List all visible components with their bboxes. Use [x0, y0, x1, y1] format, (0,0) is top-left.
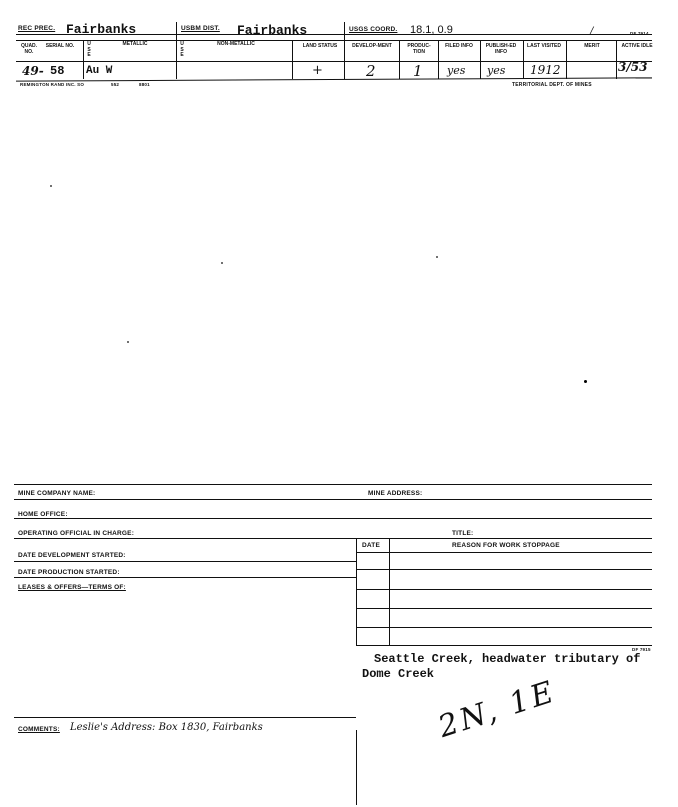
- rule: [14, 561, 356, 562]
- date-col-label: DATE: [362, 542, 381, 549]
- header-rule: [16, 40, 652, 41]
- row-filed-info: yes: [447, 64, 466, 77]
- divider: [344, 22, 345, 40]
- rec-prec-label: REC PREC.: [18, 25, 56, 32]
- table-date-divider: [389, 538, 390, 646]
- col-quad-no: QUAD. NO.: [20, 43, 38, 55]
- date-prod-started-label: DATE PRODUCTION STARTED:: [18, 569, 120, 576]
- table-rule: [356, 589, 652, 590]
- row-land-status: +: [312, 63, 323, 78]
- leases-label: LEASES & OFFERS—TERMS OF:: [18, 584, 126, 591]
- table-rule: [356, 627, 652, 628]
- divider: [616, 40, 617, 79]
- table-rule: [356, 608, 652, 609]
- scan-speck: [436, 256, 438, 258]
- table-rule: [356, 645, 652, 646]
- form-number-bottom: DF 7915: [632, 647, 651, 652]
- mine-address-label: MINE ADDRESS:: [368, 490, 423, 497]
- table-rule: [356, 552, 652, 553]
- card-edge: [14, 484, 652, 485]
- comments-label: COMMENTS:: [18, 726, 60, 733]
- mine-company-name-label: MINE COMPANY NAME:: [18, 490, 96, 497]
- date-dev-started-label: DATE DEVELOPMENT STARTED:: [18, 552, 126, 559]
- row-quad-no: 49-: [22, 64, 44, 78]
- check-mark: /: [590, 26, 594, 37]
- rec-prec-value: Fairbanks: [66, 22, 137, 37]
- operating-official-label: OPERATING OFFICIAL IN CHARGE:: [18, 530, 135, 537]
- scan-speck: [50, 185, 52, 187]
- divider: [344, 40, 345, 79]
- scan-speck: [127, 341, 129, 343]
- col-active-idle: ACTIVE IDLE: [621, 43, 653, 49]
- rule: [14, 577, 356, 578]
- scan-speck: [584, 380, 587, 383]
- printer-note: REMINGTON RAND INC. SO: [20, 82, 85, 87]
- usgs-coord-value: 18.1, 0.9: [410, 24, 453, 36]
- column-rule: [16, 61, 652, 62]
- dept-note: TERRITORIAL DEPT. OF MINES: [512, 82, 592, 88]
- row-published-info: yes: [487, 64, 506, 77]
- rule: [14, 499, 652, 500]
- table-rule: [356, 569, 652, 570]
- rule: [14, 518, 652, 519]
- row-serial-no: 58: [50, 64, 65, 78]
- table-left-border: [356, 538, 357, 646]
- comments-value: Leslie's Address: Box 1830, Fairbanks: [70, 722, 263, 733]
- col-use: U S E: [87, 41, 91, 58]
- title-label: TITLE:: [452, 530, 474, 537]
- printer-code-1: 552: [111, 82, 120, 87]
- col-production: PRODUC-TION: [407, 43, 431, 55]
- col-serial-no: SERIAL NO.: [45, 43, 75, 49]
- col-development: DEVELOP-MENT: [352, 43, 392, 49]
- row-production: 1: [413, 62, 423, 80]
- usgs-coord-label: USGS COORD.: [349, 26, 398, 33]
- divider: [292, 40, 293, 79]
- notes-text: Seattle Creek, headwater tributary of Dome Creek: [362, 652, 641, 681]
- handwritten-location: 2N, 1E: [434, 674, 561, 745]
- col-metallic: METALLIC: [122, 41, 148, 47]
- col-last-visited: LAST VISITED: [527, 43, 561, 49]
- notes-left-border: [356, 730, 357, 805]
- reason-col-label: REASON FOR WORK STOPPAGE: [452, 542, 560, 549]
- col-use-2: U S E: [180, 41, 184, 58]
- row-metallic: Au W: [86, 65, 113, 77]
- col-filed-info: FILED INFO: [445, 43, 473, 49]
- rule: [14, 538, 652, 539]
- divider: [480, 40, 481, 79]
- home-office-label: HOME OFFICE:: [18, 511, 68, 518]
- scan-speck: [221, 262, 223, 264]
- row-rule: [16, 77, 652, 81]
- row-active-idle: 3/53: [618, 60, 648, 74]
- col-non-metallic: NON-METALLIC: [217, 41, 255, 47]
- col-merit: MERIT: [584, 43, 600, 49]
- rule: [14, 717, 356, 718]
- divider: [176, 22, 177, 79]
- usbm-dist-value: Fairbanks: [237, 23, 308, 38]
- form-number-top: DF 7914: [630, 31, 649, 36]
- col-land-status: LAND STATUS: [302, 43, 338, 49]
- divider: [523, 40, 524, 79]
- divider: [566, 40, 567, 79]
- divider: [399, 40, 400, 79]
- divider: [83, 40, 84, 79]
- row-development: 2: [366, 62, 376, 80]
- divider: [438, 40, 439, 79]
- row-last-visited: 1912: [530, 63, 561, 77]
- usbm-dist-label: USBM DIST.: [181, 25, 220, 32]
- printer-code-2: 8801: [139, 82, 150, 87]
- col-published-info: PUBLISH-ED INFO: [485, 43, 517, 55]
